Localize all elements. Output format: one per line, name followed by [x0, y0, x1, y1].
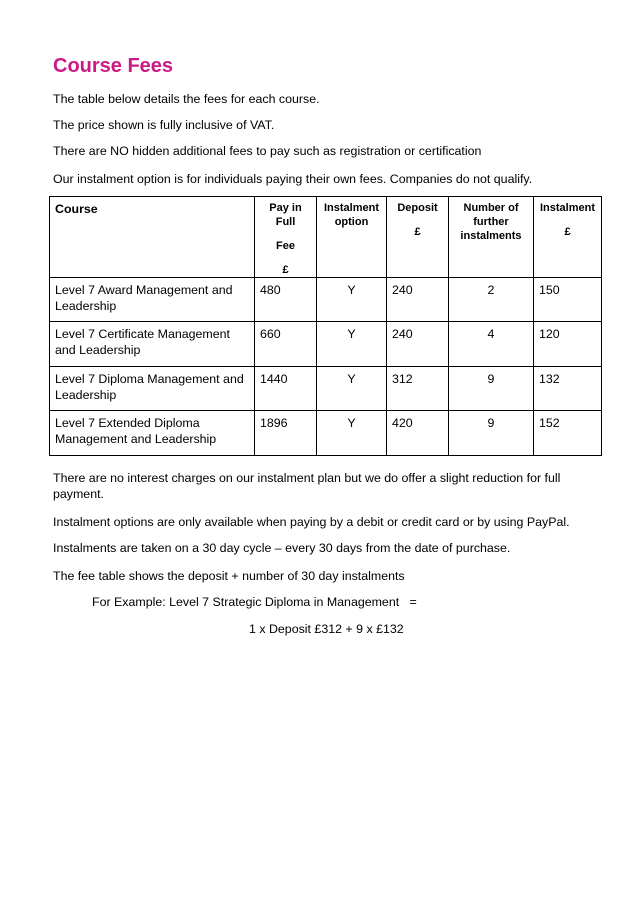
example-line: For Example: Level 7 Strategic Diploma in Management = — [92, 595, 417, 609]
cell-deposit: 240 — [387, 278, 449, 322]
body-paragraph: Instalments are taken on a 30 day cycle – every 30 days from the date of purchase. — [53, 541, 511, 555]
cell-option: Y — [317, 322, 387, 367]
header-line: instalments — [460, 230, 522, 242]
cell-fee: 1896 — [255, 411, 317, 456]
header-line: option — [334, 216, 369, 228]
header-line: Instalment — [539, 202, 595, 214]
intro-paragraph: There are NO hidden additional fees to pay such as registration or certification — [53, 144, 482, 158]
table-row — [50, 411, 602, 456]
cell-course: Level 7 Award Management and Leadership — [50, 278, 255, 322]
table-header-row — [50, 197, 602, 278]
header-line: £ — [564, 226, 571, 238]
table-row — [50, 367, 602, 411]
cell-number: 2 — [449, 278, 534, 322]
fees-table — [49, 196, 602, 456]
header-line: Number of — [463, 202, 519, 214]
cell-course: Level 7 Diploma Management and Leadership — [50, 367, 255, 411]
cell-instalment: 152 — [534, 411, 602, 456]
cell-instalment: 132 — [534, 367, 602, 411]
cell-deposit: 312 — [387, 367, 449, 411]
cell-fee: 480 — [255, 278, 317, 322]
table-row — [50, 322, 602, 367]
intro-paragraph: The price shown is fully inclusive of VAT. — [53, 118, 275, 132]
header-course: Course — [50, 197, 255, 278]
cell-number: 9 — [449, 367, 534, 411]
header-deposit — [387, 197, 449, 278]
body-paragraph: There are no interest charges on our instalment plan but we do offer a slight reduction for full payment. — [53, 471, 561, 501]
cell-instalment: 120 — [534, 322, 602, 367]
intro-paragraph: The table below details the fees for each course. — [53, 92, 320, 106]
header-line: Pay in Full — [269, 202, 302, 228]
table-row — [50, 278, 602, 322]
cell-number: 9 — [449, 411, 534, 456]
example-calculation: 1 x Deposit £312 + 9 x £132 — [249, 622, 404, 636]
header-line: further — [473, 216, 509, 228]
cell-deposit: 420 — [387, 411, 449, 456]
header-number-further — [449, 197, 534, 278]
cell-course: Level 7 Certificate Management and Leadership — [50, 322, 255, 367]
cell-fee: 660 — [255, 322, 317, 367]
cell-instalment: 150 — [534, 278, 602, 322]
cell-number: 4 — [449, 322, 534, 367]
cell-option: Y — [317, 411, 387, 456]
header-line: Instalment — [323, 202, 379, 214]
header-pay-in-full — [255, 197, 317, 278]
cell-course: Level 7 Extended Diploma Management and Leadership — [50, 411, 255, 456]
intro-paragraph: Our instalment option is for individuals paying their own fees. Companies do not qualify. — [53, 172, 533, 186]
body-paragraph: Instalment options are only available when paying by a debit or credit card or by using PayPal. — [53, 515, 570, 529]
header-line: Fee — [276, 240, 295, 252]
header-instalment — [534, 197, 602, 278]
header-line: Deposit — [397, 202, 438, 214]
body-paragraph: The fee table shows the deposit + number of 30 day instalments — [53, 569, 405, 583]
header-line: £ — [282, 264, 289, 276]
cell-option: Y — [317, 367, 387, 411]
header-instalment-option — [317, 197, 387, 278]
header-line: £ — [414, 226, 421, 238]
cell-deposit: 240 — [387, 322, 449, 367]
cell-option: Y — [317, 278, 387, 322]
cell-fee: 1440 — [255, 367, 317, 411]
page-title: Course Fees — [53, 55, 174, 77]
